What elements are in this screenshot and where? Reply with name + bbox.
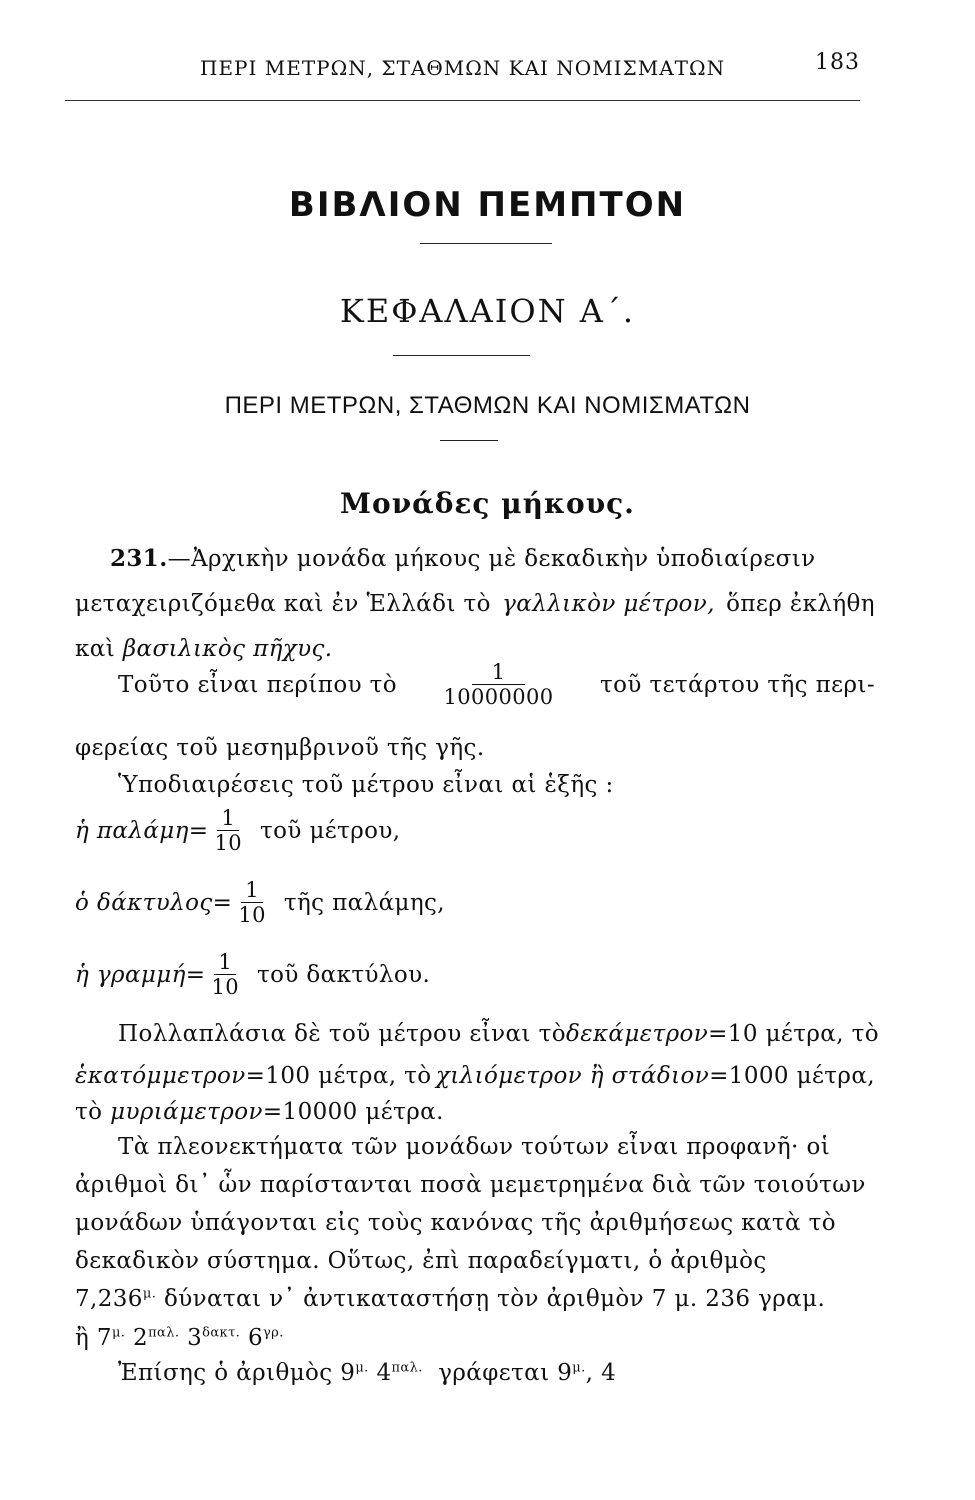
fraction-denominator: 10 bbox=[214, 831, 242, 856]
paragraph-line bbox=[75, 1325, 875, 1351]
text-segment: ὅπερ ἐκλήθη bbox=[726, 591, 875, 617]
paragraph-line bbox=[75, 636, 875, 662]
divider-rule bbox=[440, 440, 498, 441]
divider-rule bbox=[420, 243, 552, 244]
text-segment: 6 bbox=[247, 1325, 263, 1351]
text-segment: =100 μέτρα, τὸ bbox=[245, 1063, 432, 1089]
chapter-subtitle: ΠΕΡΙ ΜΕΤΡΩΝ, ΣΤΑΘΜΩΝ ΚΑΙ ΝΟΜΙΣΜΑΤΩΝ bbox=[224, 392, 751, 419]
definition-rest: τοῦ δακτύλου. bbox=[256, 961, 431, 988]
fraction-denominator: 10 bbox=[211, 975, 239, 1000]
paragraph-line bbox=[75, 735, 875, 761]
paragraph-line bbox=[75, 1210, 875, 1236]
italic-term: βασιλικὸς πῆχυς. bbox=[122, 636, 333, 662]
paragraph-line bbox=[110, 545, 875, 572]
definition-term: ὁ δάκτυλος= bbox=[75, 889, 233, 916]
text-segment: τοῦ τετάρτου τῆς περι- bbox=[600, 671, 875, 698]
fraction-numerator: 1 bbox=[217, 806, 239, 831]
text-segment: =10 μέτρα, τὸ bbox=[708, 1021, 880, 1047]
text-segment: =1000 μέτρα, bbox=[709, 1063, 875, 1089]
paragraph-line bbox=[118, 1134, 875, 1160]
page-number: 183 bbox=[815, 50, 860, 75]
text-segment: δύναται ν᾽ ἀντικαταστήσῃ τὸν ἀριθμὸν 7 μ. 236 γραμ. bbox=[163, 1286, 826, 1312]
fraction-numerator: 1 bbox=[472, 660, 526, 685]
text-segment: 4 bbox=[376, 1360, 392, 1386]
paragraph-line bbox=[118, 1021, 880, 1047]
text-segment: γράφεται 9 bbox=[438, 1360, 573, 1386]
paragraph-number: 231. bbox=[110, 545, 168, 572]
fraction bbox=[439, 660, 557, 709]
superscript: μ. bbox=[142, 1286, 157, 1302]
paragraph-line bbox=[75, 1172, 875, 1198]
definition-line bbox=[75, 806, 875, 855]
paragraph-line bbox=[75, 591, 875, 617]
paragraph-line bbox=[75, 1063, 875, 1089]
superscript: δακτ. bbox=[202, 1325, 241, 1341]
running-head-title: ΠΕΡΙ ΜΕΤΡΩΝ, ΣΤΑΘΜΩΝ ΚΑΙ ΝΟΜΙΣΜΑΤΩΝ bbox=[200, 56, 726, 80]
superscript: παλ. bbox=[148, 1325, 180, 1341]
paragraph-line bbox=[75, 1248, 875, 1274]
text-segment: , 4 bbox=[585, 1360, 617, 1386]
text-segment: —Ἀρχικὴν μονάδα μήκους μὲ δεκαδικὴν ὑποδιαίρεσιν bbox=[167, 546, 816, 572]
paragraph-line bbox=[118, 660, 875, 709]
superscript: μ. bbox=[355, 1360, 369, 1376]
section-heading: Μονάδες μήκους. bbox=[340, 487, 635, 520]
text-segment: 7,236 bbox=[75, 1286, 143, 1312]
text-segment: δεκαδικὸν σύστημα. Οὕτως, ἐπὶ παραδείγματι, ὁ ἀριθμὸς bbox=[75, 1248, 767, 1274]
text-segment: Τὰ πλεονεκτήματα τῶν μονάδων τούτων εἶναι προφανῆ· οἱ bbox=[118, 1134, 831, 1160]
paragraph-line bbox=[75, 1286, 875, 1312]
text-segment: 2 bbox=[133, 1325, 149, 1351]
definition-line bbox=[75, 878, 875, 927]
italic-term: γαλλικὸν μέτρον, bbox=[502, 591, 715, 617]
text-segment: καὶ bbox=[75, 636, 116, 662]
fraction-denominator: 10000000 bbox=[443, 685, 554, 710]
definition-term: ἡ γραμμή= bbox=[75, 961, 206, 988]
superscript: γρ. bbox=[262, 1325, 284, 1341]
book-title: ΒΙΒΛΙΟΝ ΠΕΜΠΤΟΝ bbox=[288, 185, 687, 225]
superscript: μ. bbox=[572, 1360, 586, 1376]
text-segment: μονάδων ὑπάγονται εἰς τοὺς κανόνας τῆς ἀριθμήσεως κατὰ τὸ bbox=[75, 1210, 837, 1236]
fraction-denominator: 10 bbox=[238, 903, 266, 928]
divider-rule bbox=[393, 355, 530, 356]
superscript: μ. bbox=[111, 1325, 126, 1341]
fraction-numerator: 1 bbox=[241, 878, 263, 903]
definition-rest: τῆς παλάμης, bbox=[283, 889, 446, 916]
fraction-numerator: 1 bbox=[214, 950, 236, 975]
fraction bbox=[207, 950, 243, 999]
italic-term: μυριάμετρον bbox=[110, 1099, 263, 1125]
text-segment: μεταχειριζόμεθα καὶ ἐν Ἑλλάδι τὸ bbox=[75, 591, 491, 617]
superscript: παλ. bbox=[391, 1360, 423, 1376]
text-segment: ἢ 7 bbox=[75, 1325, 112, 1351]
definition-term: ἡ παλάμη= bbox=[75, 817, 209, 844]
paragraph-line bbox=[75, 1099, 875, 1125]
text-segment: τὸ bbox=[75, 1099, 103, 1125]
text-segment: Τοῦτο εἶναι περίπου τὸ bbox=[118, 671, 398, 698]
text-segment: 3 bbox=[187, 1325, 203, 1351]
text-segment: Πολλαπλάσια δὲ τοῦ μέτρου εἶναι τὸ bbox=[118, 1021, 566, 1047]
text-segment: Ὑποδιαιρέσεις τοῦ μέτρου εἶναι αἱ ἑξῆς : bbox=[118, 772, 614, 798]
definition-rest: τοῦ μέτρου, bbox=[259, 817, 401, 844]
definition-line bbox=[75, 950, 875, 999]
text-segment: ἀριθμοὶ δι᾽ ὧν παρίστανται ποσὰ μεμετρημένα διὰ τῶν τοιούτων bbox=[75, 1172, 866, 1198]
text-segment: Ἐπίσης ὁ ἀριθμὸς 9 bbox=[118, 1360, 356, 1386]
fraction bbox=[234, 878, 270, 927]
italic-term: δεκάμετρον bbox=[565, 1021, 709, 1047]
text-segment: φερείας τοῦ μεσημβρινοῦ τῆς γῆς. bbox=[75, 735, 485, 761]
fraction bbox=[210, 806, 246, 855]
chapter-title: ΚΕΦΑΛΑΙΟΝ Α΄. bbox=[339, 292, 636, 330]
header-rule bbox=[65, 100, 860, 101]
italic-term: χιλιόμετρον ἢ στάδιον bbox=[435, 1063, 710, 1089]
italic-term: ἑκατόμμετρον bbox=[75, 1063, 246, 1089]
paragraph-line bbox=[118, 772, 918, 798]
text-segment: =10000 μέτρα. bbox=[262, 1099, 444, 1125]
paragraph-line bbox=[118, 1360, 918, 1386]
